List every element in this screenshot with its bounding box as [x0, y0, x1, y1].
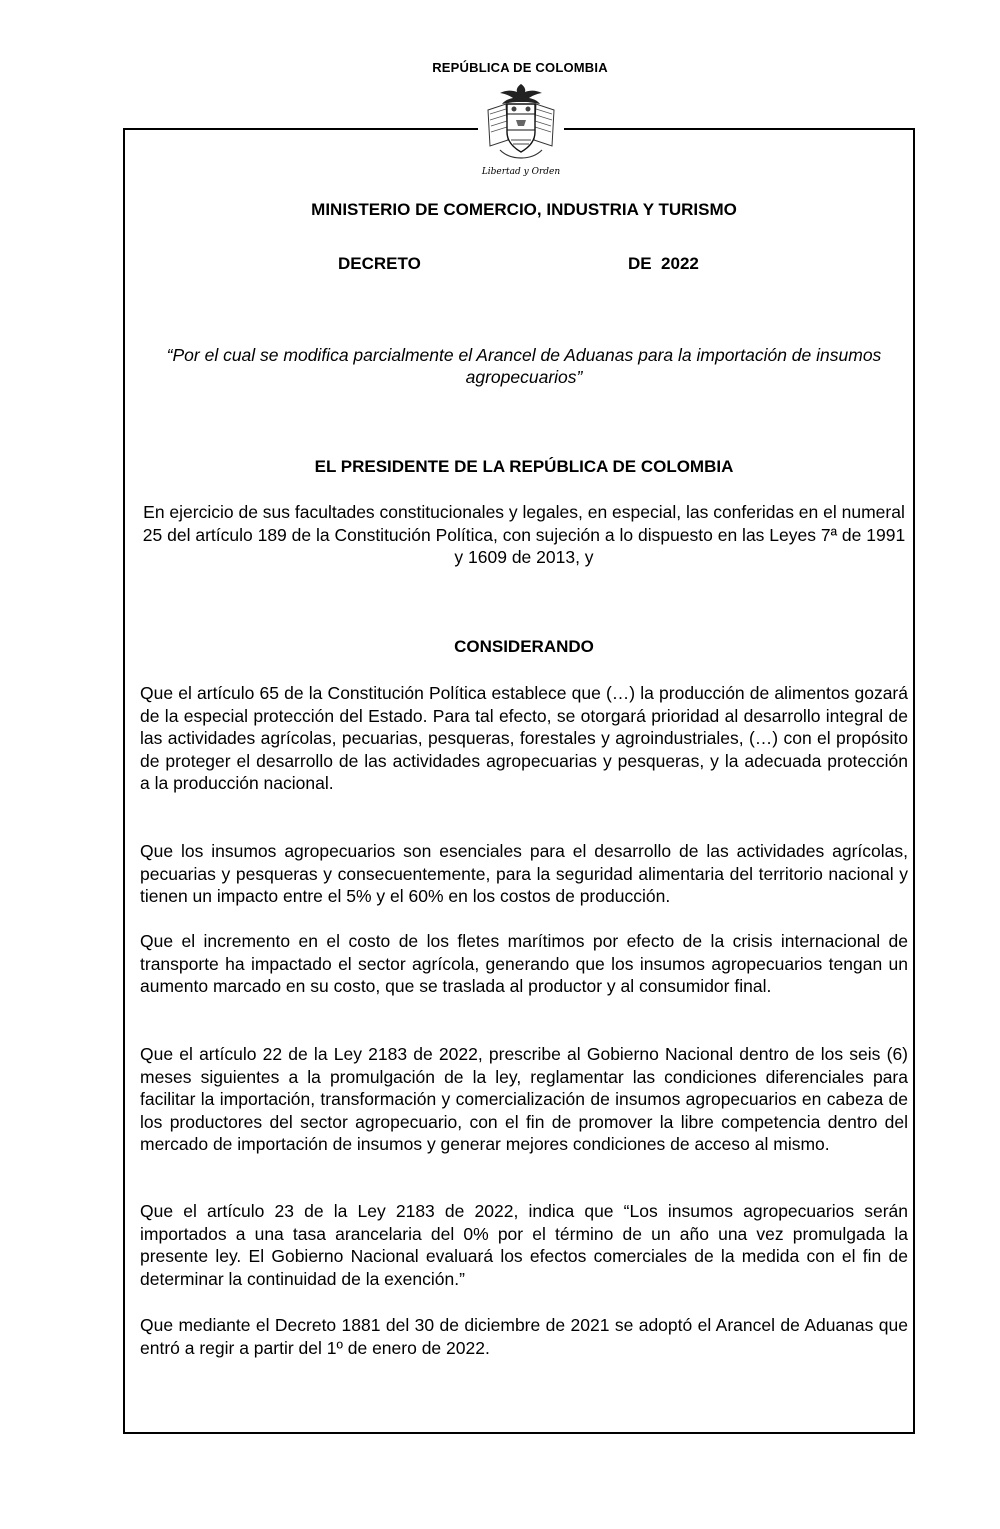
decree-subtitle: “Por el cual se modifica parcialmente el Arancel de Aduanas para la importación de insumos agropecuarios” — [166, 345, 882, 387]
decree-year: DE 2022 — [628, 254, 699, 273]
powers-paragraph: En ejercicio de sus facultades constitucionales y legales, en especial, las conferidas en el numeral 25 del artículo 189 de la Constitución Política, con sujeción a lo dispuesto en las Leyes 7ª de 1991 y 1609 de 2013, y — [142, 502, 906, 567]
considering-heading: CONSIDERANDO — [454, 637, 594, 656]
considering-paragraph: Que el incremento en el costo de los fletes marítimos por efecto de la crisis internacional de transporte ha impactado el sector agrícola, generando que los insumos agropecuarios tengan un aumento marcado en su costo, que se traslada al productor y al consumidor final. — [140, 931, 908, 996]
considering-paragraph: Que los insumos agropecuarios son esenciales para el desarrollo de las actividades agrícolas, pecuarias y pesqueras y consecuentemente, para la seguridad alimentaria del territorio nacional y tienen un impacto entre el 5% y el 60% en los costos de producción. — [140, 841, 908, 906]
country-heading: REPÚBLICA DE COLOMBIA — [432, 60, 608, 75]
ministry-heading: MINISTERIO DE COMERCIO, INDUSTRIA Y TURISMO — [311, 200, 737, 219]
considering-paragraph: Que el artículo 65 de la Constitución Política establece que (…) la producción de alimentos gozará de la especial protección del Estado. Para tal efecto, se otorgará prioridad al desarrollo integral de las actividades agrícolas, pecuarias, pesqueras, forestales y agroindustriales, (…) con el propósito de proteger el desarrollo de las actividades agropecuarias y pesqueras, y la adecuada protección a la producción nacional. — [140, 683, 908, 793]
emblem-motto: Libertad y Orden — [481, 167, 561, 177]
considering-paragraph: Que el artículo 22 de la Ley 2183 de 2022, prescribe al Gobierno Nacional dentro de los seis (6) meses siguientes a la promulgación de la ley, reglamentar las condiciones diferenciales para facilitar la importación, transformación y comercialización de insumos agropecuarios en cabeza de los productores del sector agropecuario, con el fin de promover la libre competencia dentro del mercado de importación de insumos y generar mejores condiciones de acceso al mismo. — [140, 1044, 908, 1154]
president-heading: EL PRESIDENTE DE LA REPÚBLICA DE COLOMBIA — [314, 457, 734, 476]
decree-label: DECRETO — [338, 254, 421, 273]
considering-paragraph: Que mediante el Decreto 1881 del 30 de diciembre de 2021 se adoptó el Arancel de Aduanas que entró a regir a partir del 1º de enero de 2022. — [140, 1315, 908, 1358]
considering-paragraph: Que el artículo 23 de la Ley 2183 de 2022, indica que “Los insumos agropecuarios serán importados a una tasa arancelaria del 0% por el término de un año una vez promulgada la presente ley. El Gobierno Nacional evaluará los efectos comerciales de la medida con el fin de determinar la continuidad de la exención.” — [140, 1201, 908, 1289]
